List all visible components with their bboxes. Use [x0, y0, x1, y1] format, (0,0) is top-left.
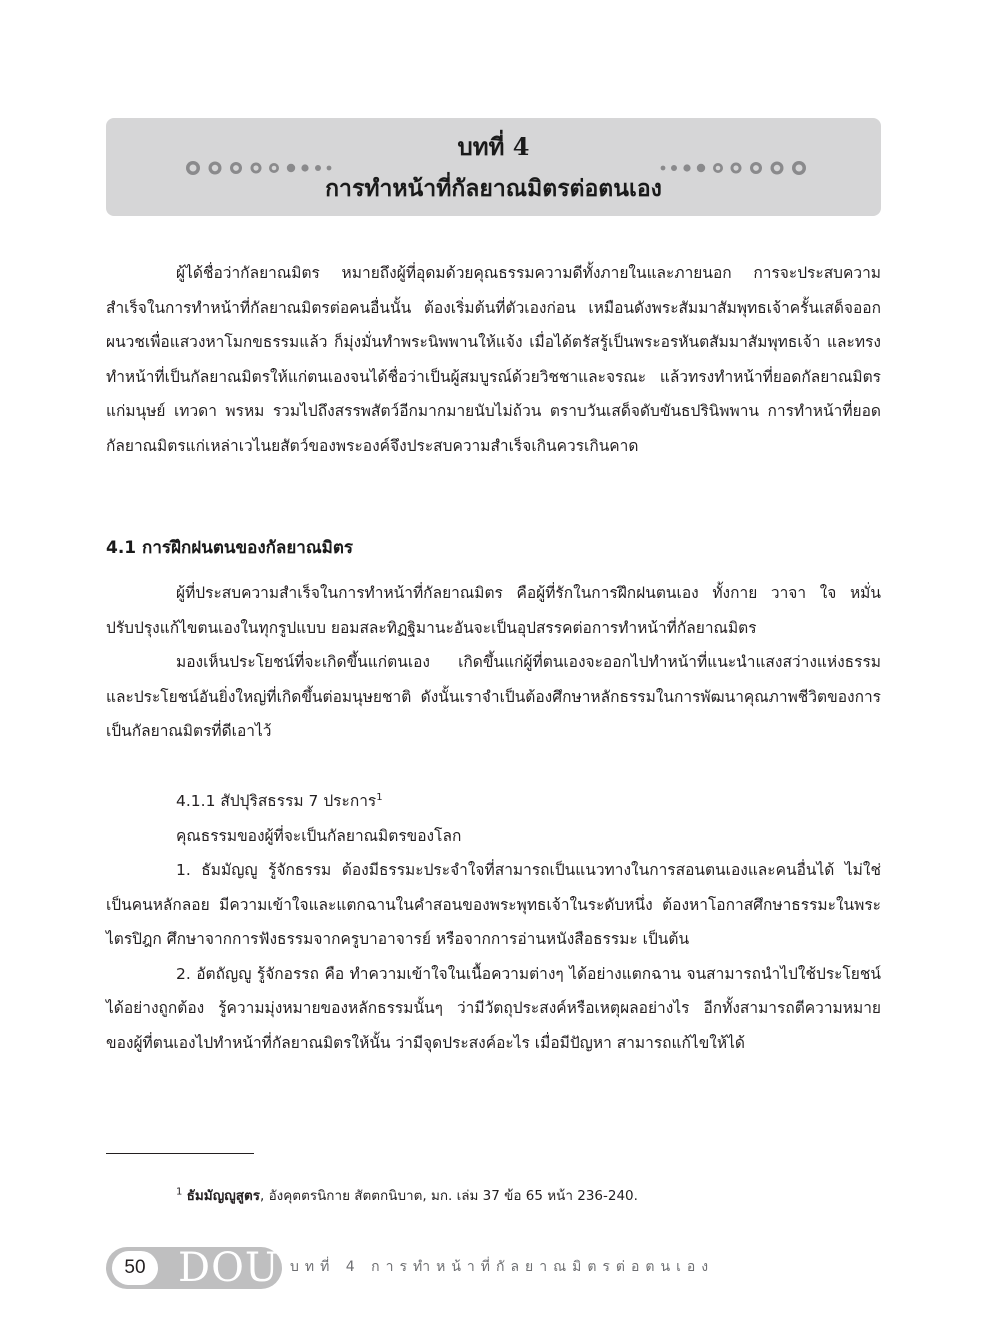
section-paragraph: มองเห็นประโยชน์ที่จะเกิดขึ้นแก่ตนเอง เกิดขึ้นแก่ผู้ที่ตนเองจะออกไปทำหน้าที่แนะนำแสงสว่างแห่งธรรม และประโยชน์อันยิ่งใหญ่ที่เกิดขึ้นต่อมนุษยชาติ ดังนั้นเราจำเป็นต้องศึกษาหลักธรรมในการพัฒนาคุณภาพชีวิตของการเป็นกัลยาณมิตรที่ดีเอาไว้ [106, 653, 881, 740]
footnote [176, 1185, 876, 1207]
footnote-number: 1 [176, 1186, 183, 1198]
intro-paragraph: ผู้ได้ชื่อว่ากัลยาณมิตร หมายถึงผู้ที่อุดมด้วยคุณธรรมความดีทั้งภายในและภายนอก การจะประสบความสำเร็จในการทำหน้าที่กัลยาณมิตรต่อคนอื่นนั้น ต้องเริ่มต้นที่ตัวเองก่อน เหมือนดังพระสัมมาสัมพุทธเจ้าครั้นเสด็จออกผนวชเพื่อแสวงหาโมกขธรรมแล้ว ก็มุ่งมั่นทำพระนิพพานให้แจ้ง เมื่อได้ตรัสรู้เป็นพระอรหันตสัมมาสัมพุทธเจ้า และทรงทำหน้าที่เป็นกัลยาณมิตรให้แก่ตนเองจนได้ชื่อว่าเป็นผู้สมบูรณ์ด้วยวิชชาและจรณะ แล้วทรงทำหน้าที่ยอดกัลยาณมิตรแก่มนุษย์ เทวดา พรหม รวมไปถึงสรรพสัตว์อีกมากมายนับไม่ถ้วน ตราบวันเสด็จดับขันธปรินิพพาน การทำหน้าที่ยอดกัลยาณมิตรแก่เหล่าเวไนยสัตว์ของพระองค์จึงประสบความสำเร็จเกินควรเกินคาด [106, 264, 881, 455]
subsection-heading [106, 784, 881, 819]
subsection-heading-text: 4.1.1 สัปปุริสธรรม 7 ประการ [176, 792, 377, 810]
footnote-reference[interactable]: 1 [376, 791, 383, 803]
list-item: 1. ธัมมัญญู รู้จักธรรม ต้องมีธรรมะประจำใจที่สามารถเป็นแนวทางในการสอนตนเองและคนอื่นได้ ไม่ใช่เป็นคนหลักลอย มีความเข้าใจและแตกฉานในคำสอนของพระพุทธเจ้าในระดับหนึ่ง ต้องหาโอกาสศึกษาธรรมะในพระไตรปิฎก ศึกษาจากการฟังธรรมจากครูบาอาจารย์ หรือจากการอ่านหนังสือธรรมะ เป็นต้น [106, 861, 881, 948]
section-heading: 4.1 การฝึกฝนตนของกัลยาณมิตร [106, 538, 353, 558]
chapter-header [106, 118, 881, 216]
chapter-title: การทำหน้าที่กัลยาณมิตรต่อตนเอง [325, 175, 662, 202]
footer-brand-logo: DOU [178, 1245, 280, 1291]
chapter-number: บทที่ 4 [457, 132, 530, 161]
subsection-block [106, 784, 881, 1060]
running-title: บทที่ 4 การทำหน้าที่กัลยาณมิตรต่อตนเอง [290, 1259, 715, 1275]
list-item: 2. อัตถัญญู รู้จักอรรถ คือ ทำความเข้าใจในเนื้อความต่างๆ ได้อย่างแตกฉาน จนสามารถนำไปใช้ประโยชน์ได้อย่างถูกต้อง รู้ความมุ่งหมายของหลักธรรมนั้นๆ ว่ามีวัตถุประสงค์หรือเหตุผลอย่างไร อีกทั้งสามารถตีความหมายของผู้ที่ตนเองไปทำหน้าที่กัลยาณมิตรให้นั้น ว่ามีจุดประสงค์อะไร เมื่อมีปัญหา สามารถแก้ไขให้ได้ [106, 964, 881, 1052]
subsection-subtitle: คุณธรรมของผู้ที่จะเป็นกัลยาณมิตรของโลก [176, 826, 462, 845]
footer-badge [106, 1247, 282, 1289]
footnote-divider [106, 1153, 254, 1154]
footnote-title: ธัมมัญญูสูตร [186, 1188, 260, 1204]
footnote-text: , อังคุตตรนิกาย สัตตกนิบาต, มก. เล่ม 37 ข้อ 65 หน้า 236-240. [259, 1188, 638, 1204]
intro-paragraph-block [106, 256, 881, 463]
page-number: 50 [112, 1251, 158, 1285]
section-paragraph-block [106, 576, 881, 749]
section-paragraph: ผู้ที่ประสบความสำเร็จในการทำหน้าที่กัลยาณมิตร คือผู้ที่รักในการฝึกฝนตนเอง ทั้งกาย วาจา ใจ หมั่นปรับปรุงแก้ไขตนเองในทุกรูปแบบ ยอมสละทิฏฐิมานะอันจะเป็นอุปสรรคต่อการทำหน้าที่กัลยาณมิตร [106, 584, 881, 637]
